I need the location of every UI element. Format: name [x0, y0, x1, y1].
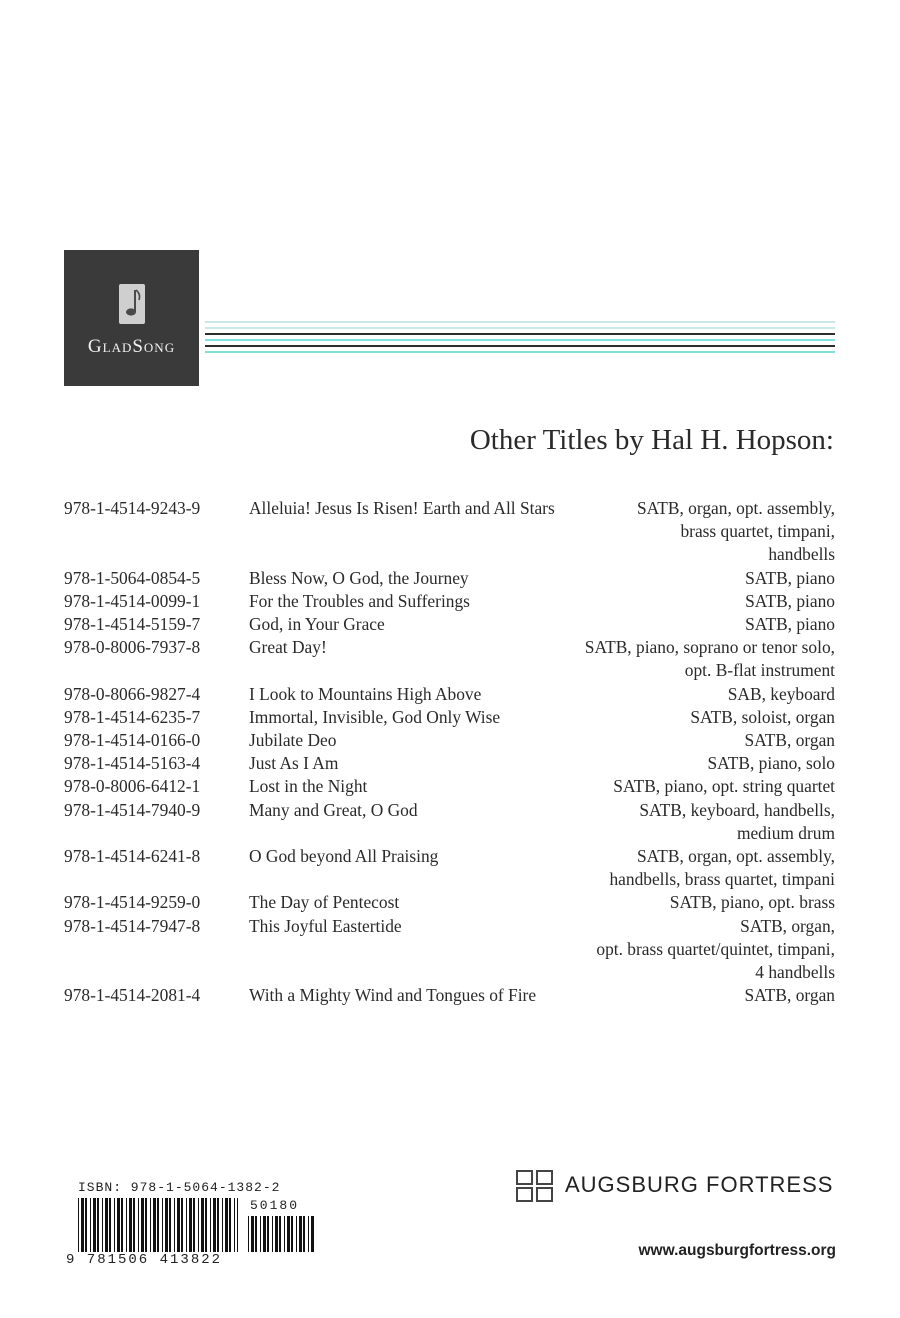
barcode-bar: [234, 1198, 235, 1252]
title-row: [64, 729, 835, 752]
title-isbn: 978-1-4514-5159-7: [64, 614, 201, 635]
title-row: [64, 775, 835, 798]
stripe-line: [205, 327, 835, 329]
barcode-bar: [97, 1198, 99, 1252]
barcode-bar: [174, 1198, 175, 1252]
title-voicing: [504, 984, 835, 1007]
voicing-line: medium drum: [736, 822, 835, 843]
barcode-bar: [186, 1198, 187, 1252]
voicing-line: SATB, piano: [745, 614, 835, 635]
publisher-name: AUGSBURG FORTRESS: [565, 1172, 834, 1197]
barcode-bar: [117, 1198, 120, 1252]
voicing-line: SATB, piano, soprano or tenor solo,: [584, 637, 835, 658]
title-isbn: 978-1-4514-7947-8: [64, 915, 201, 936]
title-voicing: [504, 752, 835, 775]
title-row: [64, 683, 835, 706]
voicing-line: handbells: [768, 544, 835, 565]
barcode-bar: [93, 1198, 96, 1252]
barcode-bar: [251, 1216, 254, 1252]
barcode-bar: [181, 1198, 183, 1252]
title-name: For the Troubles and Sufferings: [249, 590, 470, 611]
title-isbn: 978-1-4514-0166-0: [64, 730, 201, 751]
barcode-bar: [284, 1216, 285, 1252]
barcode-bar: [141, 1198, 144, 1252]
barcode-bar: [81, 1198, 84, 1252]
title-isbn: 978-1-4514-9259-0: [64, 892, 201, 913]
barcode-bar: [291, 1216, 293, 1252]
barcode-digits: 9 781506 413822: [66, 1252, 223, 1268]
title-voicing: [504, 683, 835, 706]
title-row: [64, 613, 835, 636]
title-isbn: 978-1-4514-6235-7: [64, 706, 201, 727]
barcode-bar: [229, 1198, 231, 1252]
title-row: [64, 984, 835, 1007]
stripe-line: [205, 345, 835, 347]
title-isbn: 978-0-8006-7937-8: [64, 637, 201, 658]
title-isbn: 978-1-4514-2081-4: [64, 985, 201, 1006]
voicing-line: SATB, piano, opt. brass: [669, 892, 835, 913]
title-voicing: [504, 613, 835, 636]
stripe-line: [205, 339, 835, 341]
barcode-bar: [85, 1198, 87, 1252]
barcode-bar: [105, 1198, 108, 1252]
barcode-addon-digits: 50180: [250, 1198, 300, 1213]
voicing-line: SATB, organ: [744, 730, 835, 751]
barcode-bar: [205, 1198, 207, 1252]
barcode-bar: [296, 1216, 297, 1252]
barcode-bar: [165, 1198, 168, 1252]
barcode-bar: [237, 1198, 238, 1252]
barcode-bar: [145, 1198, 147, 1252]
barcode-bar: [114, 1198, 115, 1252]
barcode-bar: [121, 1198, 123, 1252]
barcode-bar: [217, 1198, 219, 1252]
barcode-bar: [275, 1216, 278, 1252]
title-voicing: [504, 567, 835, 590]
title-isbn: 978-1-4514-5163-4: [64, 753, 201, 774]
barcode-bar: [126, 1198, 127, 1252]
barcode-bar: [109, 1198, 111, 1252]
voicing-line: opt. B-flat instrument: [684, 660, 835, 681]
title-row: [64, 497, 835, 567]
title-voicing: [504, 915, 835, 985]
barcode-bar: [177, 1198, 180, 1252]
voicing-line: SATB, organ, opt. assembly,: [636, 846, 835, 867]
barcode-bar: [78, 1198, 79, 1252]
title-name: Bless Now, O God, the Journey: [249, 567, 469, 588]
barcode-bar: [222, 1198, 223, 1252]
title-name: Jubilate Deo: [249, 730, 337, 751]
music-note-icon: [119, 284, 145, 324]
title-row: [64, 915, 835, 985]
voicing-line: SATB, soloist, organ: [690, 706, 835, 727]
voicing-line: SATB, piano, solo: [707, 753, 835, 774]
barcode-bar: [129, 1198, 132, 1252]
title-name: With a Mighty Wind and Tongues of Fire: [249, 985, 537, 1006]
barcode-bar: [189, 1198, 192, 1252]
voicing-line: SAB, keyboard: [727, 683, 835, 704]
title-name: Great Day!: [249, 637, 327, 658]
title-name: O God beyond All Praising: [249, 846, 439, 867]
voicing-line: SATB, piano: [745, 590, 835, 611]
barcode-bar: [308, 1216, 309, 1252]
augsburg-logo-icon: [515, 1169, 555, 1203]
barcode-bar: [210, 1198, 211, 1252]
title-voicing: [504, 799, 835, 845]
title-isbn: 978-1-4514-9243-9: [64, 498, 201, 518]
barcode-bar: [272, 1216, 273, 1252]
barcode-bar: [287, 1216, 290, 1252]
voicing-line: SATB, organ, opt. assembly,: [636, 498, 835, 518]
publisher-url[interactable]: www.augsburgfortress.org: [638, 1242, 836, 1259]
title-name: Many and Great, O God: [249, 799, 418, 820]
stripe-line: [205, 321, 835, 323]
title-voicing: [504, 636, 835, 682]
title-row: [64, 636, 835, 682]
title-isbn: 978-1-4514-0099-1: [64, 590, 201, 611]
barcode-bar: [169, 1198, 171, 1252]
barcode-bar: [138, 1198, 139, 1252]
barcode-bar: [299, 1216, 302, 1252]
title-row: [64, 891, 835, 914]
title-voicing: [504, 775, 835, 798]
title-voicing: [504, 845, 835, 891]
title-name: I Look to Mountains High Above: [249, 683, 482, 704]
voicing-line: SATB, piano, opt. string quartet: [613, 776, 835, 797]
titles-list: [64, 497, 835, 1007]
decorative-stripes: [205, 321, 835, 357]
title-isbn: 978-0-8006-6412-1: [64, 776, 201, 797]
section-title: Other Titles by Hal H. Hopson:: [469, 424, 834, 456]
barcode-bar: [255, 1216, 257, 1252]
barcode-bar: [311, 1216, 314, 1252]
voicing-line: 4 handbells: [755, 962, 835, 983]
voicing-line: SATB, piano: [745, 567, 835, 588]
barcode-bar: [201, 1198, 204, 1252]
stripe-line: [205, 351, 835, 353]
barcode-bar: [102, 1198, 103, 1252]
title-voicing: [504, 590, 835, 613]
barcode: [66, 1180, 338, 1270]
gladsong-logo: [64, 250, 199, 386]
barcode-bar: [198, 1198, 199, 1252]
title-name: God, in Your Grace: [249, 614, 385, 635]
title-isbn: 978-1-4514-7940-9: [64, 799, 201, 820]
barcode-bar: [248, 1216, 249, 1252]
title-isbn: 978-1-4514-6241-8: [64, 846, 201, 867]
title-row: [64, 706, 835, 729]
title-voicing: [504, 891, 835, 914]
title-name: The Day of Pentecost: [249, 892, 400, 913]
title-isbn: 978-0-8066-9827-4: [64, 683, 201, 704]
barcode-bar: [150, 1198, 151, 1252]
title-name: Alleluia! Jesus Is Risen! Earth and All Stars: [249, 498, 555, 518]
isbn-label: ISBN: 978-1-5064-1382-2: [78, 1180, 281, 1195]
barcode-bar: [157, 1198, 159, 1252]
barcode-bars: [78, 1198, 238, 1252]
title-name: Lost in the Night: [249, 776, 368, 797]
title-voicing: [504, 706, 835, 729]
title-row: [64, 845, 835, 891]
title-isbn: 978-1-5064-0854-5: [64, 567, 201, 588]
stripe-line: [205, 333, 835, 335]
barcode-bar: [267, 1216, 269, 1252]
barcode-bar: [260, 1216, 261, 1252]
barcode-bar: [193, 1198, 195, 1252]
title-name: This Joyful Eastertide: [249, 915, 402, 936]
title-row: [64, 567, 835, 590]
barcode-bar: [225, 1198, 228, 1252]
barcode-bar: [213, 1198, 216, 1252]
voicing-line: SATB, organ,: [740, 915, 835, 936]
title-name: Immortal, Invisible, God Only Wise: [249, 706, 501, 727]
voicing-line: brass quartet, timpani,: [680, 521, 835, 542]
voicing-line: SATB, organ: [744, 985, 835, 1006]
title-row: [64, 799, 835, 845]
barcode-bar: [279, 1216, 281, 1252]
barcode-bar: [303, 1216, 305, 1252]
title-row: [64, 590, 835, 613]
barcode-bar: [153, 1198, 156, 1252]
title-name: Just As I Am: [249, 753, 339, 774]
voicing-line: handbells, brass quartet, timpani: [609, 869, 835, 890]
barcode-bar: [162, 1198, 163, 1252]
voicing-line: SATB, keyboard, handbells,: [639, 799, 835, 820]
barcode-addon-bars: [248, 1216, 323, 1252]
barcode-bar: [263, 1216, 266, 1252]
title-row: [64, 752, 835, 775]
voicing-line: opt. brass quartet/quintet, timpani,: [596, 938, 835, 959]
title-voicing: [504, 729, 835, 752]
barcode-bar: [90, 1198, 91, 1252]
barcode-bar: [133, 1198, 135, 1252]
logo-text: GladSong: [87, 336, 176, 357]
